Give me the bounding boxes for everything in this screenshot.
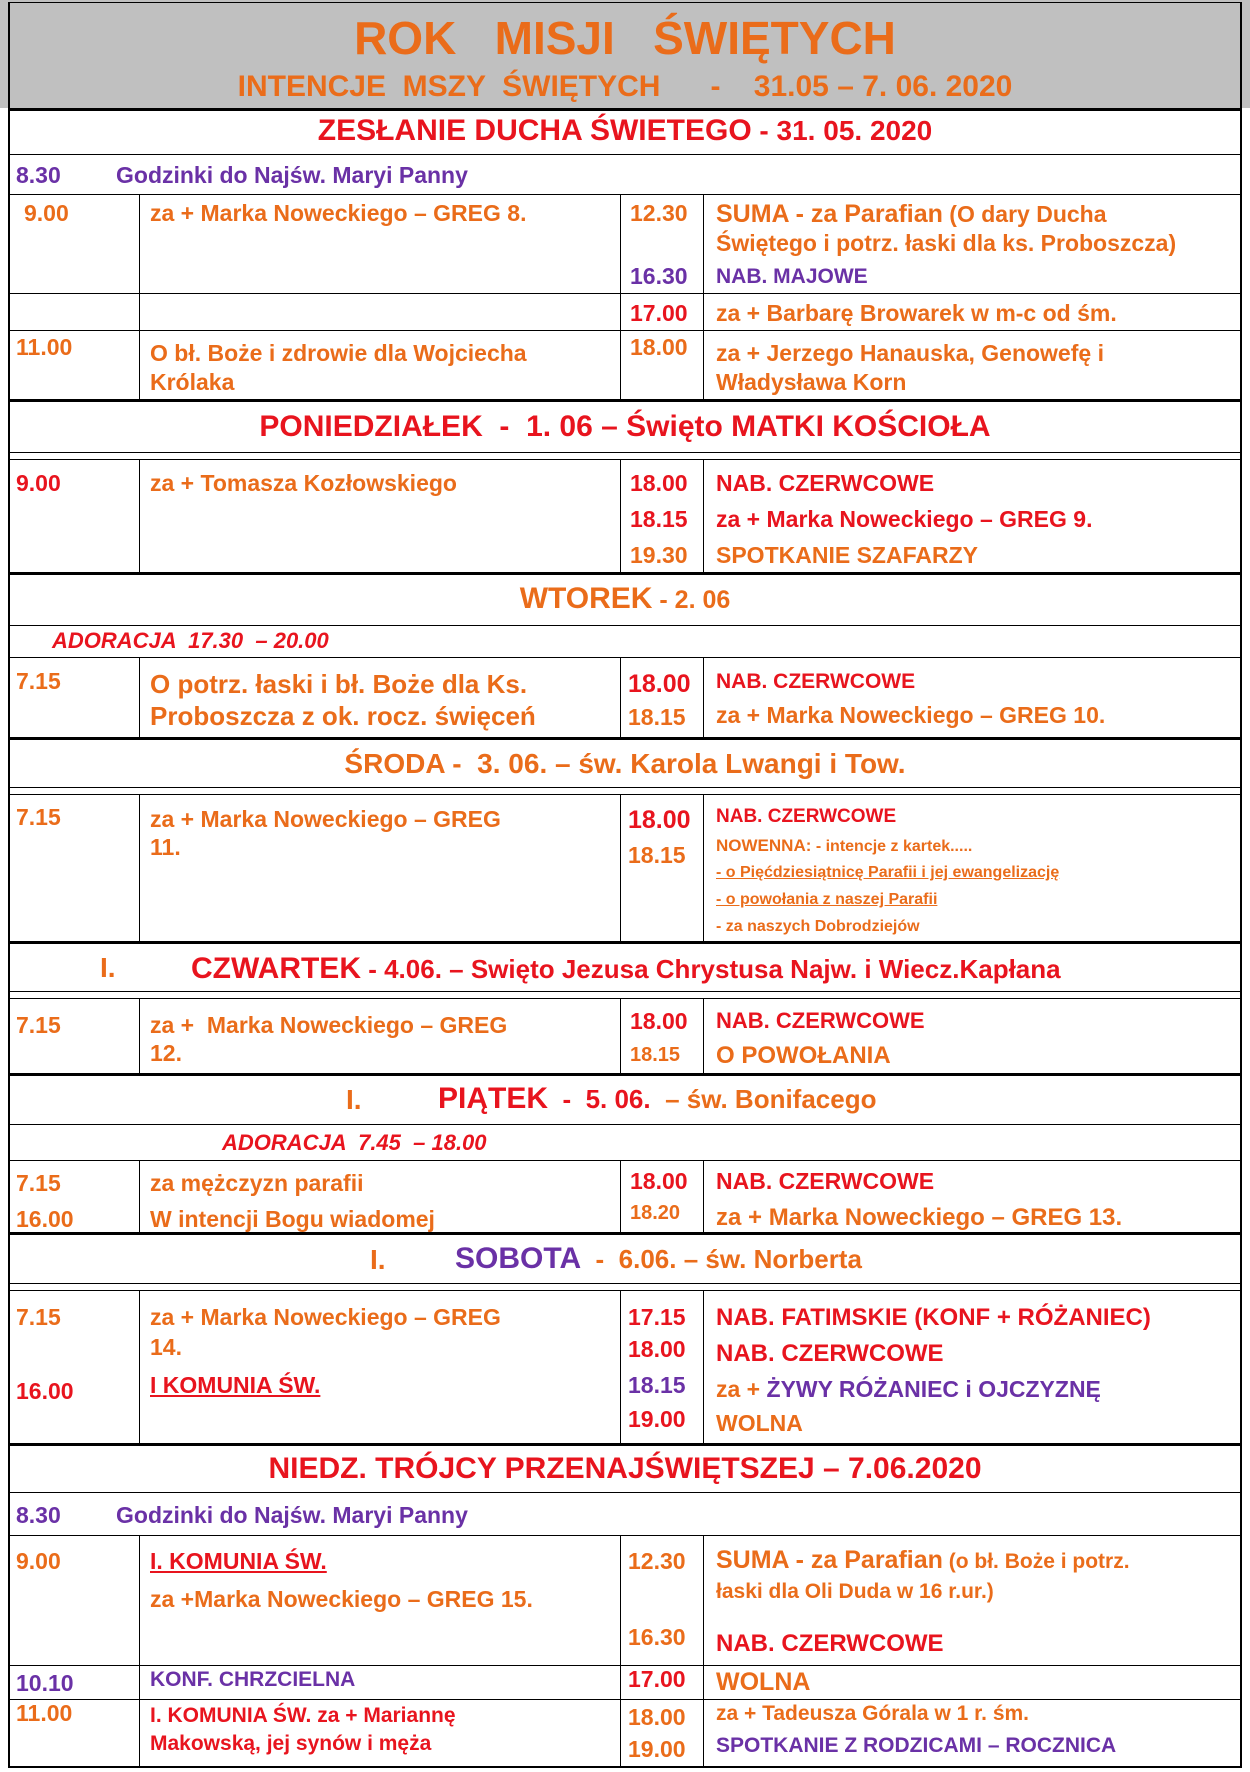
sunday1-title-name: ZESŁANIE DUCHA ŚWIETEGO	[317, 114, 752, 147]
mass-intention: za mężczyzn parafii	[150, 1170, 364, 1196]
saturday-title-date: - 6.06.	[581, 1244, 677, 1274]
mass-time: 18.15	[630, 1044, 681, 1066]
mass-intention: 14.	[150, 1334, 182, 1360]
suma-label: SUMA - za Parafian	[716, 200, 943, 228]
mass-intention: za + Marka Noweckiego – GREG	[150, 1012, 508, 1038]
wednesday-heading: ŚRODA - 3. 06. – św. Karola Lwangi i Tow.	[344, 748, 906, 779]
mass-intention: Królaka	[150, 369, 235, 395]
mass-intention: NAB. CZERWCOWE	[716, 670, 916, 693]
mass-intention: NAB. CZERWCOWE	[716, 470, 935, 496]
tuesday-title-date: - 2. 06	[652, 586, 731, 614]
friday-title-name: PIĄTEK	[438, 1082, 549, 1115]
mass-time: 11.00	[16, 334, 73, 360]
mass-intention: NAB. FATIMSKIE (KONF + RÓŻANIEC)	[716, 1304, 1151, 1331]
mass-time: 12.30	[630, 200, 688, 226]
mass-intention: 12.	[150, 1040, 182, 1066]
sunday1-title-date: - 31. 05. 2020	[751, 115, 933, 146]
thursday-heading	[191, 952, 1061, 987]
mass-intention: za + Marka Noweckiego – GREG 10.	[716, 702, 1106, 728]
mass-intention: O bł. Boże i zdrowie dla Wojciecha	[150, 340, 527, 366]
mass-intention: SPOTKANIE Z RODZICAMI – ROCZNICA	[716, 1734, 1117, 1757]
mass-time: 18.00	[628, 806, 691, 834]
nowenna-item: - o powołania z naszej Parafii	[716, 891, 938, 908]
friday-first: I.	[346, 1084, 362, 1115]
mass-time: 10.10	[16, 1670, 74, 1696]
thursday-title-name: CZWARTEK	[191, 952, 361, 985]
mass-intention: za + Jerzego Hanauska, Genowefę i	[716, 340, 1104, 366]
mass-intention: za + Tadeusza Górala w 1 r. śm.	[716, 1702, 1030, 1725]
mass-intention: I. KOMUNIA ŚW.	[150, 1548, 327, 1574]
sunday1-godzinki-time: 8.30	[16, 162, 61, 188]
intention-detail: ŻYWY RÓŻANIEC i OJCZYZNĘ	[766, 1376, 1101, 1402]
intention-prefix: za +	[716, 1376, 767, 1402]
mass-time: 19.00	[628, 1736, 686, 1762]
mass-time: 18.00	[628, 1336, 686, 1362]
mass-intention: NAB. CZERWCOWE	[716, 806, 897, 827]
mass-intention: NAB. CZERWCOWE	[716, 1008, 925, 1033]
mass-time: 18.00	[630, 1168, 688, 1194]
mass-time: 18.00	[628, 670, 691, 698]
sunday1-godzinki-text: Godzinki do Najśw. Maryi Panny	[116, 162, 468, 188]
nowenna-detail: - intencje z kartek.....	[811, 838, 973, 855]
saturday-title-name: SOBOTA	[455, 1242, 582, 1275]
mass-intention: NAB. MAJOWE	[716, 265, 868, 288]
mass-time: 12.30	[628, 1548, 686, 1574]
mass-time: 7.15	[16, 668, 61, 694]
saturday-title-saint: – św. Norberta	[676, 1244, 862, 1274]
saturday-first: I.	[370, 1244, 386, 1275]
mass-time: 18.15	[628, 704, 686, 730]
mass-intention	[716, 200, 1107, 229]
mass-intention: za + Barbarę Browarek w m-c od śm.	[716, 300, 1117, 326]
tuesday-title-name: WTOREK	[519, 582, 653, 615]
mass-intention: NAB. CZERWCOWE	[716, 1168, 935, 1194]
mass-intention: za + Tomasza Kozłowskiego	[150, 470, 457, 496]
mass-time: 16.30	[630, 263, 688, 289]
sunday2-godzinki-time: 8.30	[16, 1502, 61, 1528]
mass-time: 17.00	[628, 1666, 686, 1692]
friday-title-saint: – św. Bonifacego	[650, 1084, 877, 1114]
mass-time: 7.15	[16, 1012, 61, 1038]
mass-time: 9.00	[16, 1548, 61, 1574]
nowenna-item: - o Pięćdziesiątnicę Parafii i jej ewangelizację	[716, 864, 1060, 881]
mass-intention: W intencji Bogu wiadomej	[150, 1206, 435, 1232]
mass-time: 7.15	[16, 804, 61, 830]
mass-time: 19.30	[630, 542, 688, 568]
mass-intention: łaski dla Oli Duda w 16 r.ur.)	[716, 1580, 994, 1603]
mass-time: 11.00	[16, 1700, 73, 1726]
mass-time: 18.15	[628, 842, 686, 868]
mass-time: 17.15	[628, 1304, 686, 1330]
suma-detail: (o bł. Boże i potrz.	[942, 1550, 1130, 1573]
mass-time: 7.15	[16, 1170, 61, 1196]
mass-intention	[716, 1376, 1101, 1402]
mass-time: 18.15	[628, 1372, 686, 1398]
mass-time: 19.00	[628, 1406, 686, 1432]
nowenna-line	[716, 836, 972, 856]
tuesday-heading	[0, 582, 1250, 617]
mass-time: 18.00	[630, 470, 688, 496]
thursday-first: I.	[100, 952, 116, 983]
page-subtitle: INTENCJE MSZY ŚWIĘTYCH - 31.05 – 7. 06. 2020	[237, 70, 1013, 103]
tuesday-adoracja: ADORACJA 17.30 – 20.00	[52, 628, 329, 653]
mass-time: 18.00	[628, 1704, 686, 1730]
mass-intention: I KOMUNIA ŚW.	[150, 1372, 321, 1398]
mass-time: 9.00	[24, 200, 69, 226]
mass-intention: KONF. CHRZCIELNA	[150, 1668, 356, 1691]
mass-time: 7.15	[16, 1304, 61, 1330]
mass-intention: WOLNA	[716, 1410, 803, 1436]
mass-time: 9.00	[16, 470, 61, 496]
mass-time: 18.00	[630, 334, 688, 360]
mass-time: 17.00	[630, 300, 688, 326]
friday-adoracja: ADORACJA 7.45 – 18.00	[222, 1130, 487, 1155]
mass-intention: SPOTKANIE SZAFARZY	[716, 542, 978, 568]
mass-intention: za + Marka Noweckiego – GREG 9.	[716, 506, 1093, 532]
mass-intention: O potrz. łaski i bł. Boże dla Ks.	[150, 669, 528, 699]
mass-intention: za + Marka Noweckiego – GREG 13.	[716, 1204, 1123, 1231]
mass-intention: za + Marka Noweckiego – GREG 8.	[150, 200, 527, 226]
mass-intention: za + Marka Noweckiego – GREG	[150, 1304, 501, 1330]
mass-intention: Makowską, jej synów i męża	[150, 1732, 432, 1755]
mass-time: 16.30	[628, 1624, 686, 1650]
mass-time: 16.00	[16, 1378, 74, 1404]
sunday2-heading: NIEDZ. TRÓJCY PRZENAJŚWIĘTSZEJ – 7.06.2020	[268, 1452, 982, 1485]
mass-intention: Świętego i potrz. łaski dla ks. Proboszcza)	[716, 230, 1177, 256]
mass-intention: I. KOMUNIA ŚW. za + Mariannę	[150, 1704, 456, 1727]
mass-intention	[716, 1546, 1130, 1575]
saturday-heading	[455, 1242, 862, 1277]
mass-intention: NAB. CZERWCOWE	[716, 1340, 944, 1367]
sunday1-heading	[0, 114, 1250, 149]
mass-intention: Władysława Korn	[716, 369, 907, 395]
mass-intention: WOLNA	[716, 1668, 811, 1696]
mass-time: 18.20	[630, 1202, 681, 1224]
sunday2-godzinki-text: Godzinki do Najśw. Maryi Panny	[116, 1502, 468, 1528]
thursday-title-detail: - 4.06. – Swięto Jezusa Chrystusa Najw. i Wiecz.Kapłana	[360, 954, 1061, 984]
friday-heading	[438, 1082, 877, 1117]
page-title: ROK MISJI ŚWIĘTYCH	[354, 12, 896, 64]
nowenna-label: NOWENNA:	[716, 836, 812, 855]
mass-intention: 11.	[150, 834, 181, 860]
mass-intention: O POWOŁANIA	[716, 1042, 891, 1069]
monday-heading: PONIEDZIAŁEK - 1. 06 – Święto MATKI KOŚCIOŁA	[259, 410, 991, 443]
mass-intention: NAB. CZERWCOWE	[716, 1630, 944, 1657]
suma-detail: (O dary Ducha	[942, 201, 1107, 227]
mass-time: 18.15	[630, 506, 688, 532]
mass-time: 16.00	[16, 1206, 74, 1232]
mass-time: 18.00	[630, 1008, 688, 1034]
mass-intention: Proboszcza z ok. rocz. święceń	[150, 701, 536, 731]
suma-label: SUMA - za Parafian	[716, 1546, 943, 1574]
friday-title-date: - 5. 06.	[548, 1084, 651, 1114]
mass-intention: za + Marka Noweckiego – GREG	[150, 806, 501, 832]
nowenna-item: - za naszych Dobrodziejów	[716, 918, 920, 935]
mass-intention: za +Marka Noweckiego – GREG 15.	[150, 1586, 533, 1612]
